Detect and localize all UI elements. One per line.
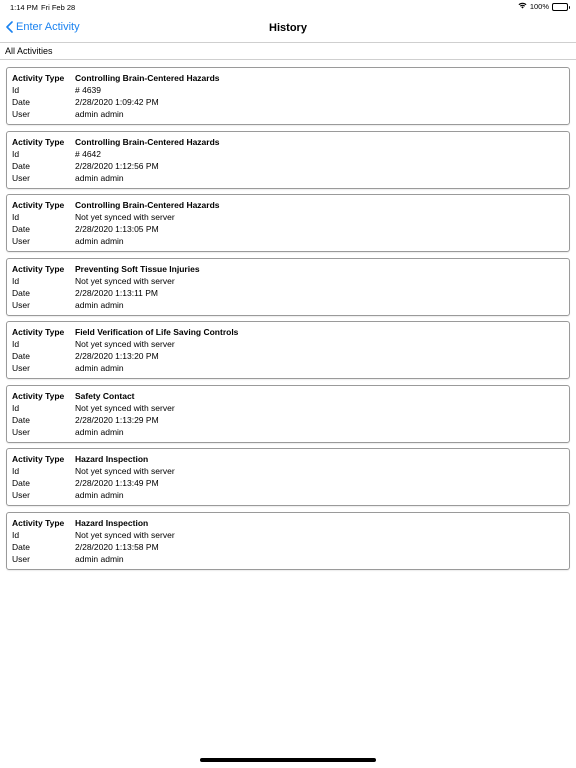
activity-list [6, 67, 570, 575]
activity-card[interactable] [6, 321, 570, 379]
activity-id-label: Id [12, 85, 20, 95]
wifi-icon [518, 2, 527, 11]
activity-card[interactable] [6, 512, 570, 570]
activity-user-label: User [12, 299, 30, 310]
activity-date-row [12, 224, 159, 235]
activity-date-row [12, 97, 159, 108]
activity-date-row [12, 542, 159, 553]
activity-date-label: Date [12, 160, 30, 171]
activity-date-value: 2/28/2020 1:13:20 PM [75, 351, 159, 361]
activity-type-value: Hazard Inspection [75, 517, 149, 528]
activity-id-row [12, 149, 101, 160]
activity-type-label: Activity Type [12, 454, 65, 464]
activity-date-value: 2/28/2020 1:13:05 PM [75, 224, 159, 234]
status-time: 1:14 PM [10, 3, 38, 12]
home-indicator[interactable] [200, 758, 376, 762]
activity-id-label: Id [12, 529, 20, 540]
activity-id-label: Id [12, 402, 20, 413]
activity-user-row [12, 173, 124, 184]
activity-user-value: admin admin [75, 553, 124, 564]
activity-id-value: # 4642 [75, 148, 101, 159]
activity-date-label: Date [12, 478, 30, 488]
activity-date-row [12, 288, 158, 299]
activity-card[interactable] [6, 258, 570, 316]
activity-id-value: Not yet synced with server [75, 466, 175, 476]
activity-type-value: Hazard Inspection [75, 454, 149, 464]
activity-type-value: Controlling Brain-Centered Hazards [75, 200, 220, 210]
activity-id-row [12, 530, 175, 541]
activity-user-label: User [12, 553, 30, 564]
activity-user-row [12, 109, 124, 120]
activity-date-value: 2/28/2020 1:13:49 PM [75, 478, 159, 488]
activity-id-value: # 4639 [75, 85, 101, 95]
activity-user-value: admin admin [75, 109, 124, 119]
activity-type-row [12, 264, 200, 275]
activity-user-value: admin admin [75, 490, 124, 500]
page-title: History [269, 22, 307, 34]
activity-user-label: User [12, 109, 30, 119]
activity-type-label: Activity Type [12, 390, 65, 401]
activity-card[interactable] [6, 448, 570, 506]
battery-percent: 100% [529, 2, 549, 11]
activity-date-value: 2/28/2020 1:13:29 PM [75, 414, 159, 425]
activity-id-value: Not yet synced with server [75, 402, 175, 413]
filter-label: All Activities [5, 46, 53, 56]
activity-type-row [12, 137, 220, 148]
back-button-label: Enter Activity [16, 21, 80, 33]
activity-id-row [12, 212, 175, 223]
activity-id-row [12, 403, 175, 414]
activity-type-value: Controlling Brain-Centered Hazards [75, 73, 220, 83]
activity-card[interactable] [6, 131, 570, 189]
activity-type-label: Activity Type [12, 73, 65, 83]
activity-type-row [12, 454, 148, 465]
activity-user-value: admin admin [75, 172, 124, 183]
activity-date-label: Date [12, 97, 30, 107]
activity-type-label: Activity Type [12, 517, 65, 528]
activity-user-label: User [12, 490, 30, 500]
activity-card[interactable] [6, 194, 570, 252]
activity-type-label: Activity Type [12, 136, 65, 147]
activity-id-label: Id [12, 466, 20, 476]
activity-type-label: Activity Type [12, 263, 65, 274]
activity-type-row [12, 73, 220, 84]
activity-id-label: Id [12, 275, 20, 286]
status-date: Fri Feb 28 [41, 3, 76, 12]
navigation-bar [0, 14, 576, 42]
activity-type-label: Activity Type [12, 327, 65, 337]
activity-user-value: admin admin [75, 236, 124, 246]
activity-user-value: admin admin [75, 299, 124, 310]
activity-id-value: Not yet synced with server [75, 339, 175, 349]
activity-id-row [12, 466, 175, 477]
activity-type-row [12, 518, 148, 529]
activity-user-row [12, 427, 124, 438]
activity-date-label: Date [12, 541, 30, 552]
activity-id-value: Not yet synced with server [75, 212, 175, 222]
activity-user-row [12, 300, 124, 311]
activity-card[interactable] [6, 385, 570, 443]
activity-type-value: Field Verification of Life Saving Controls [75, 327, 239, 337]
activity-user-value: admin admin [75, 363, 124, 373]
activity-type-row [12, 327, 238, 338]
activity-id-row [12, 85, 101, 96]
activity-type-value: Preventing Soft Tissue Injuries [75, 263, 200, 274]
battery-icon [552, 3, 568, 11]
activity-user-label: User [12, 426, 30, 437]
activity-date-row [12, 161, 159, 172]
activity-id-label: Id [12, 148, 20, 159]
activity-date-row [12, 415, 159, 426]
activity-type-value: Controlling Brain-Centered Hazards [75, 136, 220, 147]
activity-date-row [12, 478, 159, 489]
activity-id-label: Id [12, 212, 20, 222]
activity-id-row [12, 276, 175, 287]
activity-user-label: User [12, 363, 30, 373]
activity-user-row [12, 554, 124, 565]
activity-date-label: Date [12, 351, 30, 361]
activity-id-label: Id [12, 339, 20, 349]
activity-date-row [12, 351, 159, 362]
activity-id-value: Not yet synced with server [75, 529, 175, 540]
activity-date-value: 2/28/2020 1:13:11 PM [75, 287, 159, 298]
activity-date-label: Date [12, 287, 30, 298]
activity-user-row [12, 363, 124, 374]
activity-date-value: 2/28/2020 1:12:56 PM [75, 160, 159, 171]
status-bar [0, 0, 576, 14]
activity-card[interactable] [6, 67, 570, 125]
activity-type-label: Activity Type [12, 200, 65, 210]
activity-type-row [12, 391, 135, 402]
activity-date-label: Date [12, 414, 30, 425]
activity-date-label: Date [12, 224, 30, 234]
activity-date-value: 2/28/2020 1:13:58 PM [75, 541, 159, 552]
activity-user-label: User [12, 236, 30, 246]
activity-id-value: Not yet synced with server [75, 275, 175, 286]
activity-user-row [12, 236, 124, 247]
activity-id-row [12, 339, 175, 350]
activity-date-value: 2/28/2020 1:09:42 PM [75, 97, 159, 107]
activity-filter[interactable] [0, 42, 576, 60]
activity-type-row [12, 200, 220, 211]
activity-user-value: admin admin [75, 426, 124, 437]
activity-type-value: Safety Contact [75, 390, 135, 401]
activity-user-label: User [12, 172, 30, 183]
activity-user-row [12, 490, 124, 501]
status-right [518, 2, 568, 11]
